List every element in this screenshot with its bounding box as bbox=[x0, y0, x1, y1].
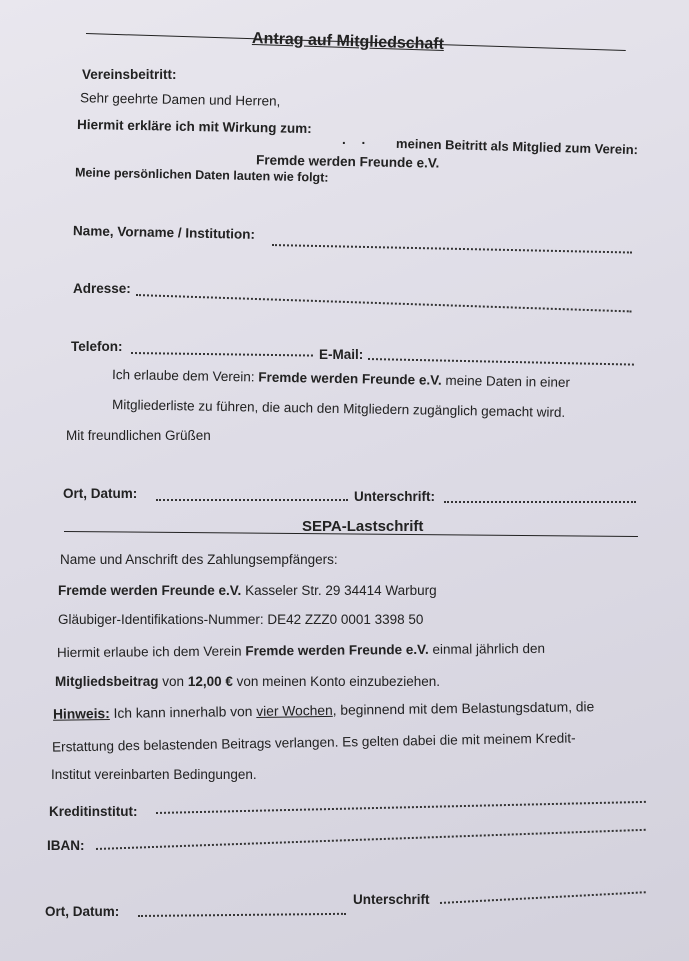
signature-field[interactable] bbox=[444, 501, 636, 503]
fee-label: Mitgliedsbeitrag bbox=[55, 674, 159, 689]
club-name: Fremde werden Freunde e.V. bbox=[255, 152, 440, 171]
fee-amount: 12,00 € bbox=[187, 674, 233, 689]
signature-label: Unterschrift: bbox=[354, 489, 436, 504]
iban-field[interactable] bbox=[96, 829, 646, 850]
fee-von: von bbox=[162, 674, 185, 689]
closing-greeting: Mit freundlichen Grüßen bbox=[66, 428, 211, 443]
notice-line3: Institut vereinbarten Bedingungen. bbox=[51, 767, 257, 782]
creditor-id: Gläubiger-Identifikations-Nummer: DE42 ZZZ0 0001 3398 50 bbox=[58, 612, 424, 627]
notice-line2: Erstattung des belastenden Beitrags verlangen. Es gelten dabei die mit meinem Kredit- bbox=[51, 730, 576, 755]
name-field[interactable] bbox=[272, 244, 632, 254]
sepa-place-date-label: Ort, Datum: bbox=[45, 904, 120, 919]
notice-line1 bbox=[53, 699, 594, 723]
place-date-field[interactable] bbox=[156, 499, 348, 501]
consent-pre: Ich erlaube dem Verein: bbox=[111, 367, 255, 385]
sepa-place-date-field[interactable] bbox=[138, 913, 346, 917]
address-label: Adresse: bbox=[73, 281, 131, 296]
page-title: Antrag auf Mitgliedschaft bbox=[251, 29, 445, 54]
payee-line bbox=[58, 583, 437, 599]
consent-post: meine Daten in einer bbox=[445, 372, 571, 390]
salutation: Sehr geehrte Damen und Herren, bbox=[79, 90, 281, 109]
name-label: Name, Vorname / Institution: bbox=[72, 223, 256, 242]
iban-label: IBAN: bbox=[47, 838, 85, 853]
bank-field[interactable] bbox=[156, 801, 646, 814]
sepa-title: SEPA-Lastschrift bbox=[302, 518, 424, 535]
payee-club-name: Fremde werden Freunde e.V. bbox=[58, 583, 242, 598]
email-field[interactable] bbox=[368, 358, 634, 366]
notice-text-c: , beginnend mit dem Belastungsdatum, die bbox=[332, 699, 595, 718]
payee-label: Name und Anschrift des Zahlungsempfängers: bbox=[60, 552, 338, 567]
sepa-signature-field[interactable] bbox=[440, 891, 646, 904]
declaration-part1: Hiermit erkläre ich mit Wirkung zum: bbox=[76, 116, 312, 137]
vereinsbeitritt-label: Vereinsbeitritt: bbox=[82, 67, 177, 82]
bank-label: Kreditinstitut: bbox=[49, 804, 138, 819]
consent-line2: Mitgliederliste zu führen, die auch den Mitgliedern zugänglich gemacht wird. bbox=[111, 397, 566, 420]
fee-line bbox=[55, 674, 440, 690]
sepa-signature-label: Unterschrift bbox=[353, 892, 430, 907]
authorization-pre: Hiermit erlaube ich dem Verein bbox=[56, 643, 242, 661]
phone-field[interactable] bbox=[131, 352, 313, 357]
authorization-post: einmal jährlich den bbox=[432, 640, 546, 657]
address-field[interactable] bbox=[136, 294, 632, 312]
notice-four-weeks: vier Wochen bbox=[256, 702, 333, 719]
authorization-club-name: Fremde werden Freunde e.V. bbox=[245, 641, 429, 659]
personal-data-intro: Meine persönlichen Daten lauten wie folgt: bbox=[74, 165, 329, 185]
declaration-part2: meinen Beitritt als Mitglied zum Verein: bbox=[395, 135, 639, 158]
notice-label: Hinweis: bbox=[52, 705, 110, 722]
email-label: E-Mail: bbox=[319, 347, 364, 362]
payee-address: Kasseler Str. 29 34414 Warburg bbox=[245, 583, 437, 598]
notice-text-a: Ich kann innerhalb von bbox=[113, 703, 253, 721]
place-date-label: Ort, Datum: bbox=[63, 486, 138, 501]
fee-post: von meinen Konto einzubeziehen. bbox=[236, 674, 441, 689]
consent-line1 bbox=[112, 367, 570, 391]
authorization-line bbox=[57, 641, 545, 661]
declaration-date-gap: . . bbox=[342, 132, 372, 147]
consent-club-name: Fremde werden Freunde e.V. bbox=[258, 369, 442, 388]
phone-label: Telefon: bbox=[71, 339, 123, 354]
